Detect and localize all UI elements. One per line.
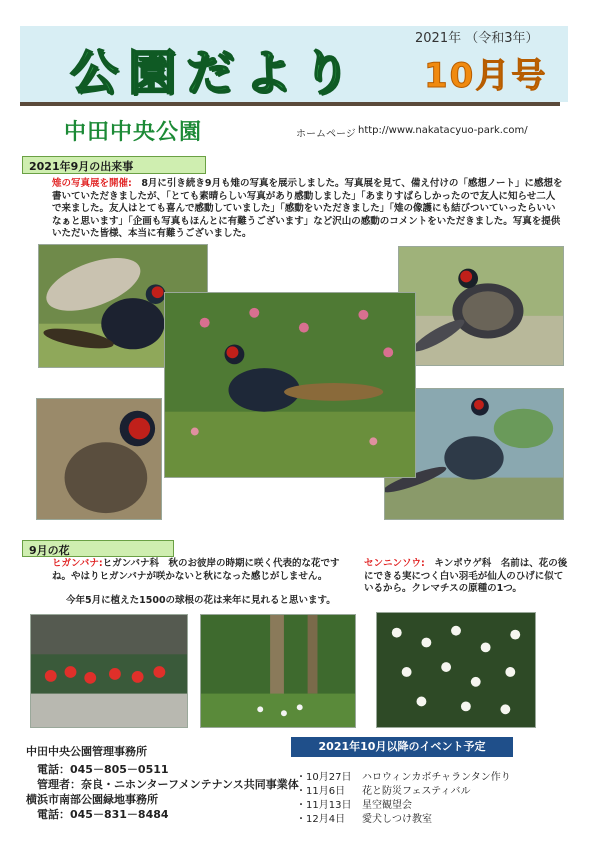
event-item xyxy=(296,782,576,797)
senninsou-paragraph xyxy=(364,558,568,596)
senninsou-title: センニンソウ: xyxy=(364,558,425,569)
event-item xyxy=(296,768,576,783)
issue-label: 10月号 xyxy=(424,56,548,96)
events-header: 2021年10月以降のイベント予定 xyxy=(291,737,513,757)
higanbana-photo-1 xyxy=(30,614,188,728)
pheasant-photo-2 xyxy=(398,246,564,366)
higanbana-note: 今年5月に植えた1500の球根の花は来年に見れると思います。 xyxy=(66,595,336,606)
pheasant-photo-4 xyxy=(36,398,162,520)
event-date: ・10月27日 xyxy=(296,772,352,783)
park-name: 中田中央公園 xyxy=(64,120,203,145)
office-manager: 管理者：奈良・ニホンターフメンテナンス共同事業体 xyxy=(26,778,299,791)
september-paragraph xyxy=(52,178,564,241)
senninsou-body: キンポウゲ科 名前は、花の後にできる実につく白い羽毛が仙人のひげに似ているから。クレマチスの原種の1つ。 xyxy=(364,558,568,594)
homepage-label: ホームページ xyxy=(296,129,356,140)
section-tag-september: 2021年9月の出来事 xyxy=(22,156,206,174)
year-label: 2021年 （令和3年） xyxy=(415,31,539,46)
higanbana-title: ヒガンバナ: xyxy=(52,558,103,569)
homepage-url[interactable]: http://www.nakatacyuo-park.com/ xyxy=(358,125,528,136)
event-date: ・12月4日 xyxy=(296,814,346,825)
newsletter-title: 公園だより xyxy=(70,45,361,101)
higanbana-paragraph xyxy=(52,558,352,583)
event-name: ハロウィンカボチャランタン作り xyxy=(362,772,511,783)
event-name: 愛犬しつけ教室 xyxy=(362,814,432,825)
event-item xyxy=(296,810,576,825)
event-name: 星空観望会 xyxy=(362,800,412,811)
higanbana-photo-2 xyxy=(200,614,356,728)
pheasant-photo-3 xyxy=(164,292,416,478)
september-lead: 雉の写真展を開催: xyxy=(52,178,132,189)
district-office-phone: 電話：045－831－8484 xyxy=(26,808,169,821)
higanbana-body: ヒガンバナ科 秋のお彼岸の時期に咲く代表的な花ですね。やはりヒガンバナが咲かないと秋になった感じがしません。 xyxy=(52,558,340,582)
september-body: 8月に引き続き9月も雉の写真を展示しました。写真展を見て、備え付けの「感想ノート」に感想を書いていただきましたが、「とても素晴らしい写真があり感動しました」「あまりすばらしかったので友人に知らせ二人で来ました。友人はとても喜んで感動していました」「感動をいただきました」「雉の像護にも結びついていったらいいなぁと思います」「企画も写真もほんとに有難うございます」など沢山の感動のコメントをいただきました。写真を提供いただいた皆様、本当に有難うございました。 xyxy=(52,178,563,239)
event-date: ・11月13日 xyxy=(296,800,352,811)
office-name: 中田中央公園管理事務所 xyxy=(26,745,147,758)
event-name: 花と防災フェスティバル xyxy=(362,786,471,797)
office-phone: 電話：045－805－0511 xyxy=(26,763,169,776)
senninsou-photo xyxy=(376,612,536,728)
section-tag-flowers: 9月の花 xyxy=(22,540,174,557)
event-date: ・11月6日 xyxy=(296,786,346,797)
event-item xyxy=(296,796,576,811)
district-office-name: 横浜市南部公園緑地事務所 xyxy=(26,793,158,806)
